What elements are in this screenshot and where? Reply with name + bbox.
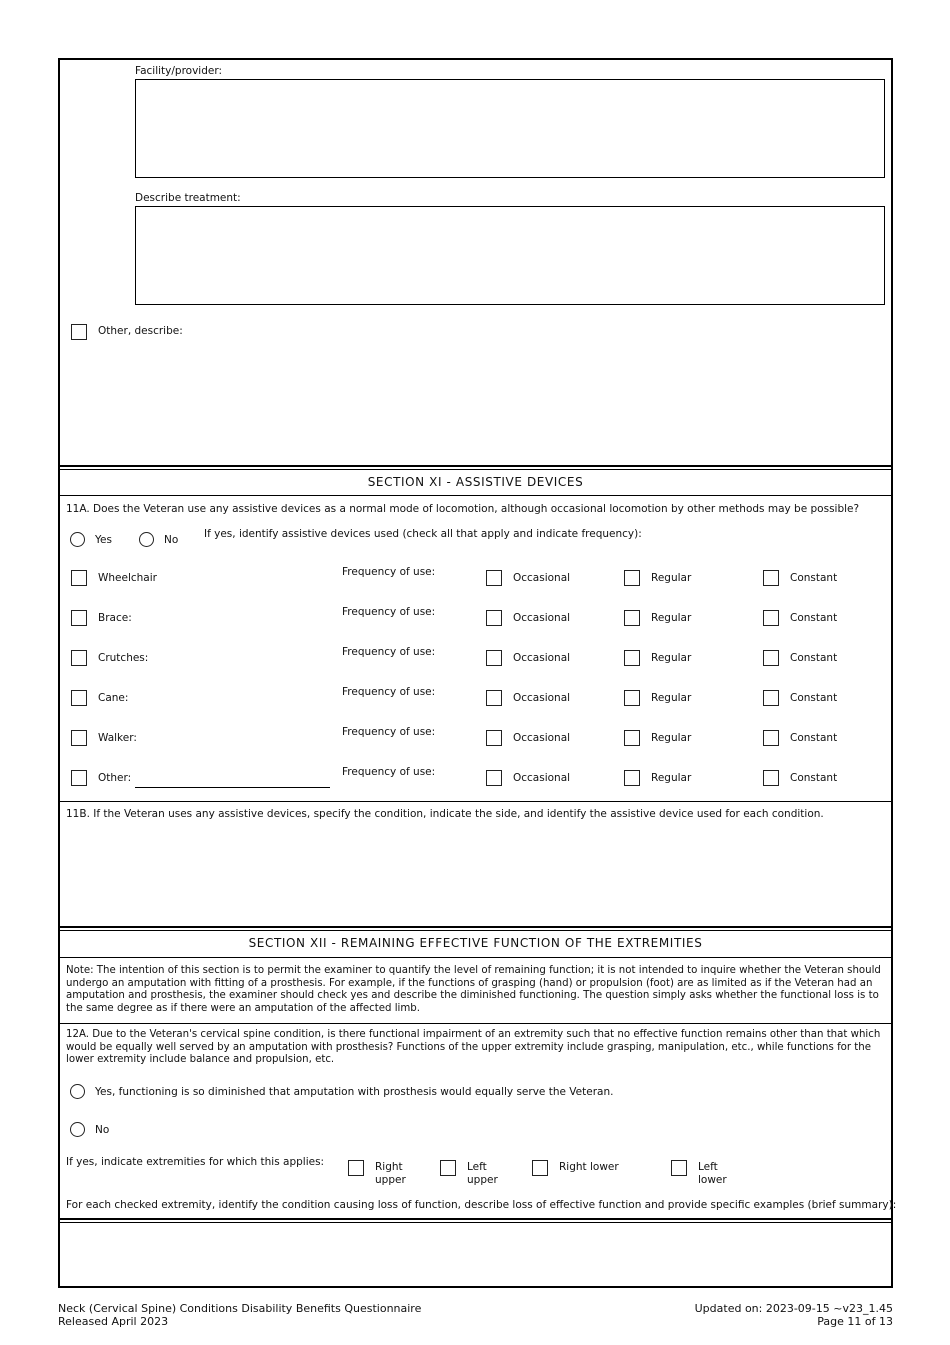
- other-occasional-checkbox[interactable]: [486, 770, 502, 786]
- wheelchair-occasional-checkbox[interactable]: [486, 570, 502, 586]
- divider: [58, 1218, 893, 1220]
- other-constant-checkbox[interactable]: [763, 770, 779, 786]
- release-date: Released April 2023: [58, 1315, 169, 1328]
- section-12-note: Note: The intention of this section is to permit the examiner to quantify the level of remaining function; it is not intended to inquire whether the Veteran should undergo an amputation with fitting of a prosthesis. For example, if the functions of grasping (hand) or propulsion (foot) are as limited as if the Veteran had an amputation and prosthesis, the examiner should check yes and describe the diminished functioning. The question simply asks whether the functional loss is to the same degree as if there were an amputation of the affected limb.: [66, 965, 881, 1014]
- wheelchair-checkbox[interactable]: [71, 570, 87, 586]
- yes-diminished-radio[interactable]: [70, 1084, 85, 1099]
- other-regular-checkbox[interactable]: [624, 770, 640, 786]
- crutches-occasional-checkbox[interactable]: [486, 650, 502, 666]
- section-12-title: SECTION XII - REMAINING EFFECTIVE FUNCTION OF THE EXTREMITIES: [248, 936, 703, 950]
- facility-provider-field[interactable]: [135, 79, 885, 178]
- no-label: No: [95, 1124, 110, 1136]
- walker-regular-checkbox[interactable]: [624, 730, 640, 746]
- right-upper-checkbox[interactable]: [348, 1160, 364, 1176]
- walker-label: Walker:: [98, 732, 137, 744]
- constant-label: Constant: [790, 572, 838, 584]
- constant-label: Constant: [790, 692, 838, 704]
- extremity-summary-field[interactable]: [62, 1226, 887, 1282]
- section-11-title: SECTION XI - ASSISTIVE DEVICES: [367, 475, 584, 489]
- frequency-label: Frequency of use:: [342, 726, 436, 738]
- right-upper-label-2: upper: [375, 1174, 406, 1186]
- cane-label: Cane:: [98, 692, 129, 704]
- divider: [58, 469, 893, 470]
- regular-label: Regular: [651, 652, 692, 664]
- constant-label: Constant: [790, 732, 838, 744]
- occasional-label: Occasional: [513, 772, 571, 784]
- describe-treatment-field[interactable]: [135, 206, 885, 305]
- if-yes-devices-instruction: If yes, identify assistive devices used (check all that apply and indicate frequency):: [204, 528, 642, 540]
- divider: [58, 957, 893, 958]
- crutches-checkbox[interactable]: [71, 650, 87, 666]
- walker-checkbox[interactable]: [71, 730, 87, 746]
- no-radio[interactable]: [70, 1122, 85, 1137]
- left-lower-label-2: lower: [698, 1174, 727, 1186]
- cane-regular-checkbox[interactable]: [624, 690, 640, 706]
- divider: [58, 801, 893, 802]
- other-device-input[interactable]: [135, 787, 330, 788]
- divider: [58, 1023, 893, 1024]
- walker-occasional-checkbox[interactable]: [486, 730, 502, 746]
- brace-label: Brace:: [98, 612, 132, 624]
- frequency-label: Frequency of use:: [342, 606, 436, 618]
- yes-radio[interactable]: [70, 532, 85, 547]
- right-upper-label-1: Right: [375, 1161, 403, 1173]
- other-device-checkbox[interactable]: [71, 770, 87, 786]
- if-yes-extremities-label: If yes, indicate extremities for which this applies:: [66, 1156, 325, 1168]
- other-treatment-field[interactable]: [98, 342, 878, 457]
- describe-treatment-label: Describe treatment:: [135, 192, 241, 204]
- cane-occasional-checkbox[interactable]: [486, 690, 502, 706]
- constant-label: Constant: [790, 772, 838, 784]
- constant-label: Constant: [790, 652, 838, 664]
- crutches-label: Crutches:: [98, 652, 149, 664]
- regular-label: Regular: [651, 612, 692, 624]
- wheelchair-constant-checkbox[interactable]: [763, 570, 779, 586]
- wheelchair-regular-checkbox[interactable]: [624, 570, 640, 586]
- left-lower-label-1: Left: [698, 1161, 718, 1173]
- right-lower-checkbox[interactable]: [532, 1160, 548, 1176]
- regular-label: Regular: [651, 772, 692, 784]
- for-each-extremity-instruction: For each checked extremity, identify the condition causing loss of function, describe loss of effective function and provide specific examples (brief summary):: [66, 1199, 897, 1211]
- occasional-label: Occasional: [513, 692, 571, 704]
- wheelchair-label: Wheelchair: [98, 572, 157, 584]
- left-upper-label-2: upper: [467, 1174, 498, 1186]
- divider: [58, 930, 893, 931]
- other-treatment-checkbox[interactable]: [71, 324, 87, 340]
- constant-label: Constant: [790, 612, 838, 624]
- left-upper-checkbox[interactable]: [440, 1160, 456, 1176]
- other-treatment-label: Other, describe:: [98, 325, 183, 337]
- brace-checkbox[interactable]: [71, 610, 87, 626]
- frequency-label: Frequency of use:: [342, 766, 436, 778]
- occasional-label: Occasional: [513, 652, 571, 664]
- crutches-constant-checkbox[interactable]: [763, 650, 779, 666]
- cane-checkbox[interactable]: [71, 690, 87, 706]
- occasional-label: Occasional: [513, 572, 571, 584]
- divider: [58, 926, 893, 928]
- brace-constant-checkbox[interactable]: [763, 610, 779, 626]
- no-label: No: [164, 534, 179, 546]
- crutches-regular-checkbox[interactable]: [624, 650, 640, 666]
- divider: [58, 1222, 893, 1223]
- brace-regular-checkbox[interactable]: [624, 610, 640, 626]
- question-11b: 11B. If the Veteran uses any assistive devices, specify the condition, indicate the side, and identify the assistive device used for each condition.: [66, 808, 824, 820]
- question-11a: 11A. Does the Veteran use any assistive devices as a normal mode of locomotion, although occasional locomotion by other methods may be possible?: [66, 503, 860, 515]
- question-11b-field[interactable]: [66, 824, 886, 924]
- frequency-label: Frequency of use:: [342, 686, 436, 698]
- cane-constant-checkbox[interactable]: [763, 690, 779, 706]
- no-radio[interactable]: [139, 532, 154, 547]
- divider: [58, 495, 893, 496]
- facility-provider-label: Facility/provider:: [135, 65, 223, 77]
- frequency-label: Frequency of use:: [342, 646, 436, 658]
- left-lower-checkbox[interactable]: [671, 1160, 687, 1176]
- left-upper-label-1: Left: [467, 1161, 487, 1173]
- walker-constant-checkbox[interactable]: [763, 730, 779, 746]
- occasional-label: Occasional: [513, 612, 571, 624]
- regular-label: Regular: [651, 692, 692, 704]
- occasional-label: Occasional: [513, 732, 571, 744]
- form-title: Neck (Cervical Spine) Conditions Disability Benefits Questionnaire: [58, 1302, 422, 1315]
- page-number: Page 11 of 13: [817, 1315, 893, 1328]
- regular-label: Regular: [651, 572, 692, 584]
- frequency-label: Frequency of use:: [342, 566, 436, 578]
- question-12a: 12A. Due to the Veteran's cervical spine condition, is there functional impairment of an extremity such that no effective function remains other than that which would be equally well served by an amputation with prosthesis? Functions of the upper extremity include grasping, manipulation, etc., while functions for the lower extremity include balance and propulsion, etc.: [66, 1029, 881, 1066]
- right-lower-label: Right lower: [559, 1161, 619, 1173]
- brace-occasional-checkbox[interactable]: [486, 610, 502, 626]
- regular-label: Regular: [651, 732, 692, 744]
- yes-diminished-label: Yes, functioning is so diminished that amputation with prosthesis would equally serve the Veteran.: [95, 1086, 614, 1098]
- yes-label: Yes: [95, 534, 112, 546]
- updated-on: Updated on: 2023-09-15 ~v23_1.45: [694, 1302, 893, 1315]
- divider: [58, 465, 893, 467]
- other-device-label: Other:: [98, 772, 132, 784]
